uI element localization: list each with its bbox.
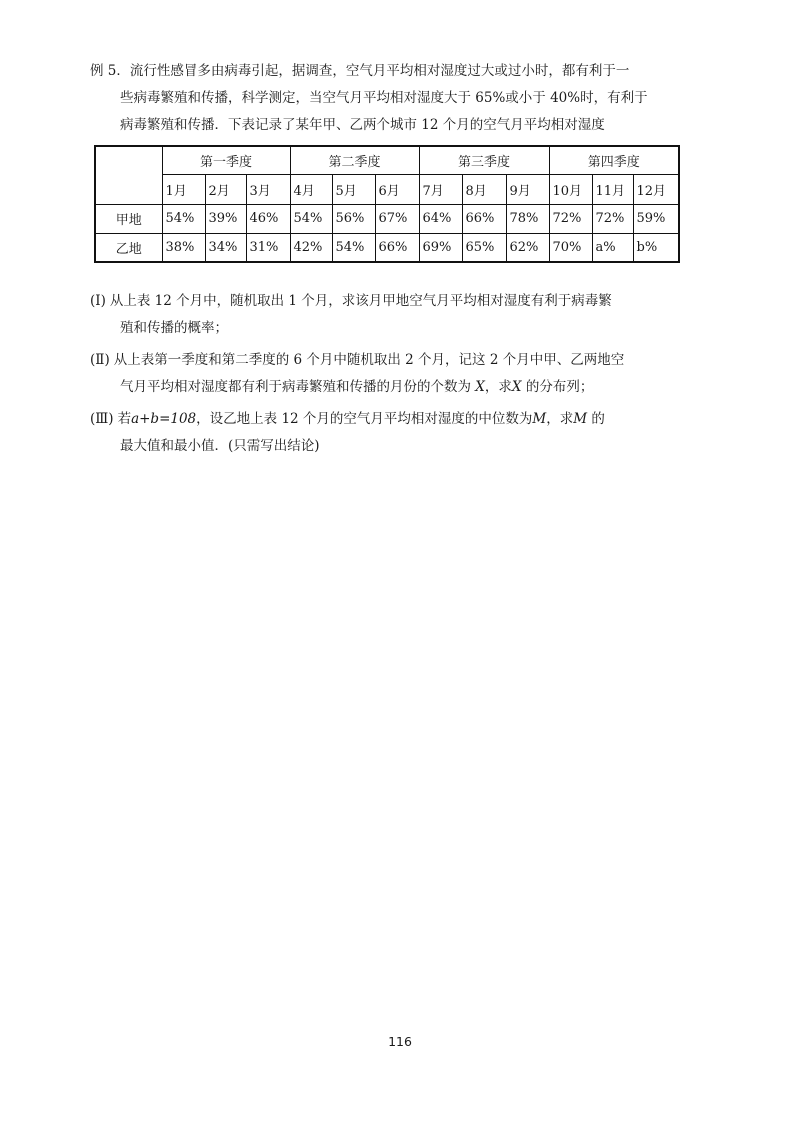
quarter-header-q3: 第三季度 [419,146,549,174]
math-variable-x: X [475,379,485,395]
humidity-table [94,145,680,263]
quarter-header-q2: 第二季度 [290,146,419,174]
question-list [90,288,690,465]
month-header: 9月 [506,174,549,204]
table-cell: 31% [246,233,290,262]
question-3-number: (Ⅲ) [90,411,114,427]
question-3-text-d: 的 [591,411,605,427]
table-cell: 67% [375,204,419,233]
math-variable-x: X [511,379,522,395]
question-2-text: 从上表第一季度和第二季度的 6 个月中随机取出 2 个月，记这 2 个月中甲、乙两地空 [113,352,625,368]
table-cell: 54% [332,233,375,262]
month-header: 2月 [205,174,246,204]
quarter-header-row [95,146,679,174]
question-1-text: 从上表 12 个月中，随机取出 1 个月，求该月甲地空气月平均相对湿度有利于病毒繁 [109,293,612,309]
row-label-yi: 乙地 [95,233,162,262]
month-header: 6月 [375,174,419,204]
month-header: 1月 [162,174,205,204]
question-3-text-b: ，设乙地上表 12 个月的空气月平均相对湿度的中位数为 [196,411,533,427]
question-2-line-1 [90,347,690,374]
question-1 [90,288,690,342]
question-2-number: (Ⅱ) [90,352,110,368]
month-header: 7月 [419,174,462,204]
question-3-text-a: 若 [117,411,132,427]
question-3 [90,406,690,460]
table-cell: 69% [419,233,462,262]
question-1-line-1 [90,288,690,315]
table-cell: b% [633,233,679,262]
table-cell: 78% [506,204,549,233]
quarter-header-q1: 第一季度 [162,146,290,174]
table-cell: 62% [506,233,549,262]
table-cell: 59% [633,204,679,233]
table-cell: 66% [375,233,419,262]
month-header: 8月 [462,174,506,204]
table-cell: 72% [549,204,592,233]
table-cell: 72% [592,204,633,233]
table-cell: 46% [246,204,290,233]
question-3-text-c: ，求 [546,411,574,427]
table-cell: 54% [162,204,205,233]
table-cell: 66% [462,204,506,233]
quarter-header-q4: 第四季度 [549,146,679,174]
question-2-text-b: ，求 [484,379,512,395]
table-cell: 64% [419,204,462,233]
problem-intro [90,58,690,139]
intro-line-2: 些病毒繁殖和传播，科学测定，当空气月平均相对湿度大于 65%或小于 40%时，有利于 [120,90,648,106]
question-2-text-a: 气月平均相对湿度都有利于病毒繁殖和传播的月份的个数为 [120,379,471,395]
table-cell: 39% [205,204,246,233]
table-cell: 56% [332,204,375,233]
month-header: 11月 [592,174,633,204]
table-cell: 54% [290,204,332,233]
math-variable-m: M [573,411,588,427]
table-cell: 38% [162,233,205,262]
month-header: 5月 [332,174,375,204]
question-3-line-2: 最大值和最小值．(只需写出结论) [120,438,320,454]
math-variable-m: M [532,411,547,427]
table-cell: 34% [205,233,246,262]
table-cell: a% [592,233,633,262]
question-2-line-2 [90,374,690,401]
question-2 [90,347,690,401]
month-header: 10月 [549,174,592,204]
month-header-row [95,174,679,204]
table-cell: 42% [290,233,332,262]
table-row-yi [95,233,679,262]
question-2-text-c: 的分布列； [525,379,594,395]
math-expression: a+b=108 [131,411,197,427]
row-label-jia: 甲地 [95,204,162,233]
intro-line-3: 病毒繁殖和传播．下表记录了某年甲、乙两个城市 12 个月的空气月平均相对湿度 [120,117,605,133]
question-1-line-2: 殖和传播的概率； [120,320,228,336]
month-header: 12月 [633,174,679,204]
table-corner-cell [95,146,162,204]
table-cell: 70% [549,233,592,262]
question-1-number: (Ⅰ) [90,293,106,309]
month-header: 3月 [246,174,290,204]
month-header: 4月 [290,174,332,204]
question-3-line-1 [90,406,690,433]
table-cell: 65% [462,233,506,262]
page-number: 116 [388,1034,412,1049]
table-row-jia [95,204,679,233]
intro-line-1: 例 5．流行性感冒多由病毒引起，据调查，空气月平均相对湿度过大或过小时，都有利于一 [90,63,630,79]
